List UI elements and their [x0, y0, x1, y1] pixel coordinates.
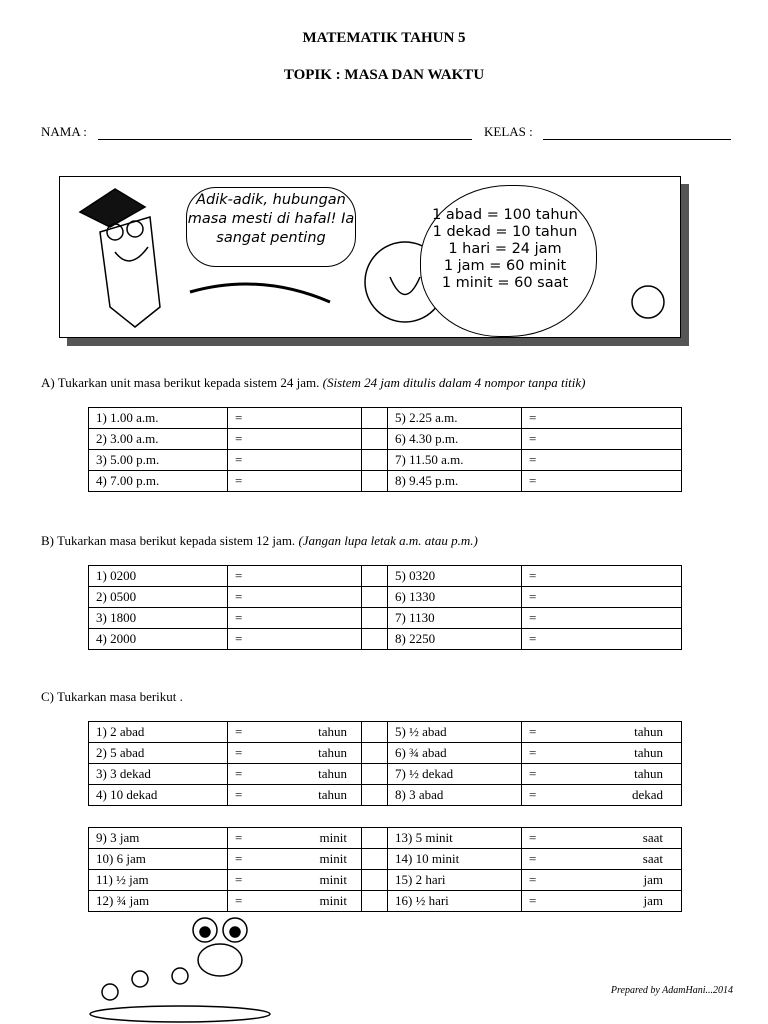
- question-cell: 13) 5 minit: [388, 828, 522, 849]
- table-row: [89, 785, 682, 806]
- answer-cell[interactable]: [522, 743, 682, 764]
- equals-sign: =: [529, 766, 537, 781]
- section-a-instruction: [41, 375, 586, 391]
- table-row: [89, 471, 682, 492]
- equals-sign: =: [235, 851, 243, 866]
- unit-label: minit: [319, 830, 347, 845]
- question-cell: 8) 9.45 p.m.: [388, 471, 522, 492]
- kelas-field[interactable]: [543, 139, 731, 140]
- question-cell: 7) ½ dekad: [388, 764, 522, 785]
- question-cell: 6) ¾ abad: [388, 743, 522, 764]
- equals-sign: =: [235, 787, 243, 802]
- answer-cell[interactable]: =: [522, 450, 682, 471]
- equals-sign: =: [235, 766, 243, 781]
- answer-cell[interactable]: =: [522, 629, 682, 650]
- fact-minit: 1 minit = 60 saat: [441, 275, 569, 291]
- answer-cell[interactable]: =: [522, 608, 682, 629]
- unit-label: jam: [643, 893, 663, 908]
- speech-bubble: Adik-adik, hubungan masa mesti di hafal! Ia sangat penting: [186, 187, 356, 267]
- unit-label: tahun: [318, 745, 347, 760]
- table-row: [89, 722, 682, 743]
- unit-label: minit: [319, 872, 347, 887]
- table-gap: [362, 408, 388, 429]
- question-cell: 16) ½ hari: [388, 891, 522, 912]
- section-c-table-2: [88, 827, 682, 912]
- unit-label: tahun: [634, 745, 663, 760]
- table-row: [89, 828, 682, 849]
- question-cell: 2) 3.00 a.m.: [89, 429, 228, 450]
- instruction-note: (Jangan lupa letak a.m. atau p.m.): [298, 533, 478, 548]
- answer-cell[interactable]: =: [228, 408, 362, 429]
- equals-sign: =: [235, 745, 243, 760]
- equals-sign: =: [235, 893, 243, 908]
- footer-credit: Prepared by AdamHani...2014: [610, 985, 733, 996]
- table-gap: [362, 891, 388, 912]
- answer-cell[interactable]: =: [228, 471, 362, 492]
- question-cell: 5) 0320: [388, 566, 522, 587]
- nama-label: NAMA :: [41, 124, 87, 139]
- equals-sign: =: [529, 893, 537, 908]
- equals-sign: =: [529, 830, 537, 845]
- table-row: [89, 408, 682, 429]
- answer-cell[interactable]: [522, 722, 682, 743]
- nama-field[interactable]: [98, 139, 472, 140]
- answer-cell[interactable]: [228, 891, 362, 912]
- instruction-text: A) Tukarkan unit masa berikut kepada sistem 24 jam.: [41, 375, 320, 390]
- table-row: [89, 450, 682, 471]
- question-cell: 1) 2 abad: [89, 722, 228, 743]
- fact-dekad: 1 dekad = 10 tahun: [432, 224, 578, 240]
- table-gap: [362, 450, 388, 471]
- pencil-character-icon: [100, 217, 160, 327]
- question-cell: 3) 3 dekad: [89, 764, 228, 785]
- answer-cell[interactable]: =: [228, 587, 362, 608]
- table-gap: [362, 566, 388, 587]
- question-cell: 3) 5.00 p.m.: [89, 450, 228, 471]
- section-c-instruction: C) Tukarkan masa berikut .: [41, 689, 183, 704]
- table-row: [89, 764, 682, 785]
- answer-cell[interactable]: [522, 764, 682, 785]
- table-row: [89, 891, 682, 912]
- table-gap: [362, 828, 388, 849]
- question-cell: 9) 3 jam: [89, 828, 228, 849]
- question-cell: 3) 1800: [89, 608, 228, 629]
- answer-cell[interactable]: =: [228, 450, 362, 471]
- question-cell: 15) 2 hari: [388, 870, 522, 891]
- equals-sign: =: [529, 872, 537, 887]
- answer-cell[interactable]: [522, 828, 682, 849]
- answer-cell[interactable]: [228, 870, 362, 891]
- question-cell: 7) 1130: [388, 608, 522, 629]
- unit-label: tahun: [634, 724, 663, 739]
- conversion-facts: [430, 207, 580, 292]
- equals-sign: =: [529, 851, 537, 866]
- table-gap: [362, 471, 388, 492]
- unit-label: tahun: [318, 766, 347, 781]
- table-gap: [362, 785, 388, 806]
- answer-cell[interactable]: =: [228, 608, 362, 629]
- fact-jam: 1 jam = 60 minit: [443, 258, 567, 274]
- question-cell: 5) 2.25 a.m.: [388, 408, 522, 429]
- flower-icon: [132, 971, 148, 987]
- frog-flowers-illustration: [80, 914, 280, 1024]
- question-cell: 4) 7.00 p.m.: [89, 471, 228, 492]
- worksheet-topic: TOPIK : MASA DAN WAKTU: [283, 67, 485, 83]
- instruction-text: B) Tukarkan masa berikut kepada sistem 12 jam.: [41, 533, 296, 548]
- question-cell: 10) 6 jam: [89, 849, 228, 870]
- unit-label: minit: [319, 893, 347, 908]
- question-cell: 1) 1.00 a.m.: [89, 408, 228, 429]
- answer-cell[interactable]: [522, 849, 682, 870]
- table-gap: [362, 870, 388, 891]
- equals-sign: =: [529, 787, 537, 802]
- answer-cell[interactable]: [522, 870, 682, 891]
- table-gap: [362, 743, 388, 764]
- equals-sign: =: [235, 872, 243, 887]
- table-gap: [362, 608, 388, 629]
- answer-cell[interactable]: [522, 891, 682, 912]
- kelas-label: KELAS :: [484, 124, 533, 139]
- question-cell: 8) 3 abad: [388, 785, 522, 806]
- question-cell: 6) 4.30 p.m.: [388, 429, 522, 450]
- section-c-table-1: [88, 721, 682, 806]
- unit-label: tahun: [318, 787, 347, 802]
- table-row: [89, 629, 682, 650]
- table-row: [89, 608, 682, 629]
- worksheet-title: MATEMATIK TAHUN 5: [302, 30, 466, 46]
- fact-abad: 1 abad = 100 tahun: [432, 207, 578, 223]
- unit-label: tahun: [634, 766, 663, 781]
- answer-cell[interactable]: [228, 722, 362, 743]
- equals-sign: =: [529, 745, 537, 760]
- answer-cell[interactable]: =: [228, 566, 362, 587]
- answer-cell[interactable]: [522, 785, 682, 806]
- question-cell: 11) ½ jam: [89, 870, 228, 891]
- equals-sign: =: [235, 830, 243, 845]
- instruction-note: (Sistem 24 jam ditulis dalam 4 nompor tanpa titik): [322, 375, 586, 390]
- section-a-table: [88, 407, 682, 492]
- question-cell: 6) 1330: [388, 587, 522, 608]
- unit-label: saat: [642, 830, 663, 845]
- table-gap: [362, 722, 388, 743]
- answer-cell[interactable]: [228, 849, 362, 870]
- table-gap: [362, 764, 388, 785]
- section-b-instruction: [41, 533, 478, 549]
- answer-cell[interactable]: [228, 743, 362, 764]
- table-row: [89, 870, 682, 891]
- answer-cell[interactable]: [228, 785, 362, 806]
- answer-cell[interactable]: [228, 828, 362, 849]
- question-cell: 12) ¾ jam: [89, 891, 228, 912]
- unit-label: dekad: [631, 787, 663, 802]
- answer-cell[interactable]: [228, 764, 362, 785]
- answer-cell[interactable]: =: [228, 429, 362, 450]
- question-cell: 1) 0200: [89, 566, 228, 587]
- question-cell: 4) 10 dekad: [89, 785, 228, 806]
- question-cell: 2) 5 abad: [89, 743, 228, 764]
- grass-icon: [90, 1006, 270, 1022]
- table-gap: [362, 629, 388, 650]
- unit-label: tahun: [318, 724, 347, 739]
- table-gap: [362, 587, 388, 608]
- table-row: [89, 566, 682, 587]
- question-cell: 4) 2000: [89, 629, 228, 650]
- unit-label: minit: [319, 851, 347, 866]
- answer-cell[interactable]: =: [228, 629, 362, 650]
- table-gap: [362, 849, 388, 870]
- unit-label: jam: [643, 872, 663, 887]
- answer-cell[interactable]: =: [522, 471, 682, 492]
- table-row: [89, 849, 682, 870]
- question-cell: 5) ½ abad: [388, 722, 522, 743]
- question-cell: 14) 10 minit: [388, 849, 522, 870]
- equals-sign: =: [529, 724, 537, 739]
- answer-cell[interactable]: =: [522, 587, 682, 608]
- unit-label: saat: [642, 851, 663, 866]
- fact-hari: 1 hari = 24 jam: [448, 241, 562, 257]
- table-row: [89, 587, 682, 608]
- answer-cell[interactable]: =: [522, 429, 682, 450]
- question-cell: 7) 11.50 a.m.: [388, 450, 522, 471]
- table-row: [89, 743, 682, 764]
- paintbrush-icon: [190, 284, 330, 302]
- table-row: [89, 429, 682, 450]
- answer-cell[interactable]: =: [522, 566, 682, 587]
- small-clock-icon: [632, 286, 664, 318]
- question-cell: 2) 0500: [89, 587, 228, 608]
- section-b-table: [88, 565, 682, 650]
- question-cell: 8) 2250: [388, 629, 522, 650]
- equals-sign: =: [235, 724, 243, 739]
- table-gap: [362, 429, 388, 450]
- answer-cell[interactable]: =: [522, 408, 682, 429]
